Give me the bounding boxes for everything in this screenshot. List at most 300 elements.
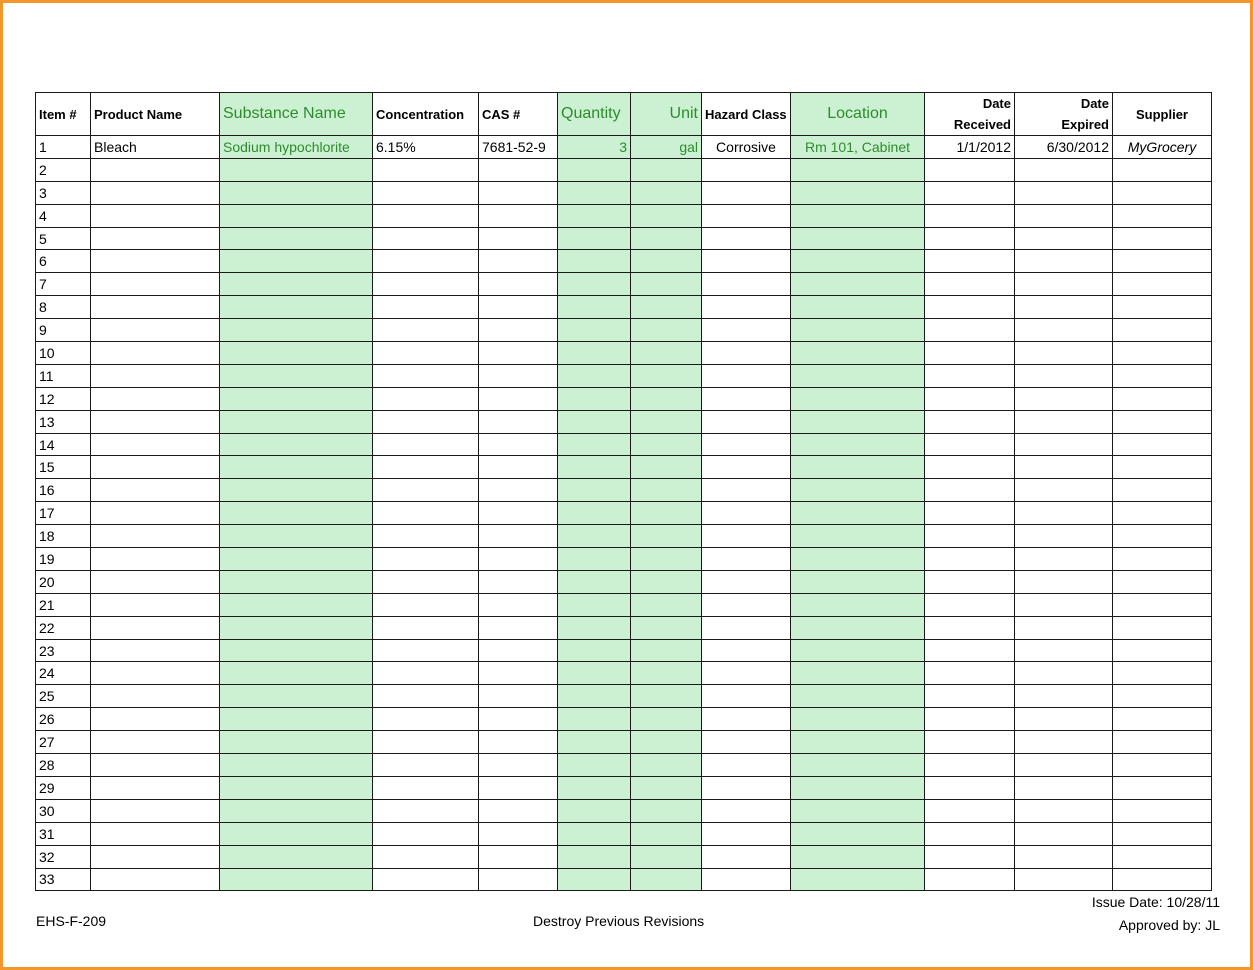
cell-substance-name[interactable] xyxy=(220,754,373,777)
cell-item[interactable]: 7 xyxy=(36,273,91,296)
cell-quantity[interactable] xyxy=(558,799,631,822)
cell-date-received[interactable] xyxy=(925,570,1015,593)
cell-date-received[interactable] xyxy=(925,387,1015,410)
cell-product-name[interactable] xyxy=(91,204,220,227)
cell-substance-name[interactable] xyxy=(220,662,373,685)
cell-item[interactable]: 11 xyxy=(36,364,91,387)
cell-product-name[interactable] xyxy=(91,525,220,548)
cell-date-expired[interactable] xyxy=(1015,593,1113,616)
cell-substance-name[interactable]: Sodium hypochlorite xyxy=(220,136,373,159)
cell-supplier[interactable] xyxy=(1113,273,1212,296)
cell-date-received[interactable] xyxy=(925,593,1015,616)
cell-date-expired[interactable] xyxy=(1015,250,1113,273)
cell-product-name[interactable] xyxy=(91,708,220,731)
cell-supplier[interactable] xyxy=(1113,799,1212,822)
cell-unit[interactable]: gal xyxy=(631,136,702,159)
cell-date-received[interactable] xyxy=(925,410,1015,433)
cell-hazard-class[interactable] xyxy=(702,662,791,685)
cell-date-received[interactable] xyxy=(925,548,1015,571)
cell-date-expired[interactable] xyxy=(1015,776,1113,799)
cell-hazard-class[interactable] xyxy=(702,616,791,639)
cell-substance-name[interactable] xyxy=(220,593,373,616)
cell-date-expired[interactable] xyxy=(1015,479,1113,502)
cell-cas[interactable] xyxy=(479,731,558,754)
cell-substance-name[interactable] xyxy=(220,502,373,525)
cell-product-name[interactable] xyxy=(91,502,220,525)
cell-unit[interactable] xyxy=(631,570,702,593)
cell-unit[interactable] xyxy=(631,776,702,799)
cell-item[interactable]: 2 xyxy=(36,158,91,181)
cell-date-expired[interactable] xyxy=(1015,387,1113,410)
cell-hazard-class[interactable] xyxy=(702,799,791,822)
cell-quantity[interactable] xyxy=(558,570,631,593)
cell-quantity[interactable] xyxy=(558,685,631,708)
cell-quantity[interactable] xyxy=(558,822,631,845)
cell-date-received[interactable] xyxy=(925,433,1015,456)
cell-concentration[interactable] xyxy=(373,708,479,731)
cell-substance-name[interactable] xyxy=(220,181,373,204)
cell-hazard-class[interactable] xyxy=(702,250,791,273)
cell-substance-name[interactable] xyxy=(220,868,373,891)
cell-concentration[interactable]: 6.15% xyxy=(373,136,479,159)
cell-location[interactable] xyxy=(791,525,925,548)
cell-substance-name[interactable] xyxy=(220,250,373,273)
cell-concentration[interactable] xyxy=(373,845,479,868)
cell-quantity[interactable] xyxy=(558,548,631,571)
cell-supplier[interactable] xyxy=(1113,479,1212,502)
cell-cas[interactable] xyxy=(479,204,558,227)
cell-quantity[interactable] xyxy=(558,616,631,639)
cell-concentration[interactable] xyxy=(373,548,479,571)
cell-date-received[interactable] xyxy=(925,731,1015,754)
cell-item[interactable]: 19 xyxy=(36,548,91,571)
cell-unit[interactable] xyxy=(631,616,702,639)
cell-cas[interactable]: 7681-52-9 xyxy=(479,136,558,159)
cell-cas[interactable] xyxy=(479,616,558,639)
cell-product-name[interactable] xyxy=(91,799,220,822)
cell-concentration[interactable] xyxy=(373,227,479,250)
cell-supplier[interactable] xyxy=(1113,387,1212,410)
cell-item[interactable]: 31 xyxy=(36,822,91,845)
cell-hazard-class[interactable] xyxy=(702,433,791,456)
cell-supplier[interactable] xyxy=(1113,502,1212,525)
cell-hazard-class[interactable] xyxy=(702,868,791,891)
cell-product-name[interactable] xyxy=(91,158,220,181)
cell-location[interactable] xyxy=(791,570,925,593)
cell-substance-name[interactable] xyxy=(220,685,373,708)
cell-cas[interactable] xyxy=(479,799,558,822)
cell-date-expired[interactable] xyxy=(1015,227,1113,250)
cell-supplier[interactable] xyxy=(1113,570,1212,593)
cell-unit[interactable] xyxy=(631,845,702,868)
cell-hazard-class[interactable] xyxy=(702,754,791,777)
cell-quantity[interactable] xyxy=(558,525,631,548)
cell-cas[interactable] xyxy=(479,456,558,479)
cell-concentration[interactable] xyxy=(373,593,479,616)
cell-hazard-class[interactable] xyxy=(702,525,791,548)
cell-supplier[interactable] xyxy=(1113,662,1212,685)
cell-location[interactable] xyxy=(791,296,925,319)
cell-quantity[interactable] xyxy=(558,754,631,777)
cell-substance-name[interactable] xyxy=(220,799,373,822)
cell-hazard-class[interactable] xyxy=(702,479,791,502)
cell-concentration[interactable] xyxy=(373,387,479,410)
cell-location[interactable] xyxy=(791,754,925,777)
cell-concentration[interactable] xyxy=(373,799,479,822)
cell-item[interactable]: 12 xyxy=(36,387,91,410)
cell-supplier[interactable] xyxy=(1113,181,1212,204)
cell-supplier[interactable] xyxy=(1113,845,1212,868)
cell-quantity[interactable] xyxy=(558,227,631,250)
cell-substance-name[interactable] xyxy=(220,731,373,754)
cell-quantity[interactable] xyxy=(558,845,631,868)
cell-date-expired[interactable] xyxy=(1015,754,1113,777)
cell-quantity[interactable] xyxy=(558,639,631,662)
cell-date-expired[interactable] xyxy=(1015,181,1113,204)
cell-hazard-class[interactable] xyxy=(702,319,791,342)
cell-substance-name[interactable] xyxy=(220,548,373,571)
cell-date-received[interactable] xyxy=(925,319,1015,342)
cell-item[interactable]: 32 xyxy=(36,845,91,868)
cell-unit[interactable] xyxy=(631,731,702,754)
cell-date-expired[interactable] xyxy=(1015,296,1113,319)
cell-item[interactable]: 4 xyxy=(36,204,91,227)
cell-location[interactable] xyxy=(791,593,925,616)
cell-product-name[interactable] xyxy=(91,181,220,204)
cell-quantity[interactable] xyxy=(558,410,631,433)
cell-quantity[interactable]: 3 xyxy=(558,136,631,159)
cell-product-name[interactable] xyxy=(91,548,220,571)
cell-product-name[interactable] xyxy=(91,364,220,387)
cell-unit[interactable] xyxy=(631,708,702,731)
cell-hazard-class[interactable] xyxy=(702,387,791,410)
cell-unit[interactable] xyxy=(631,204,702,227)
cell-date-received[interactable] xyxy=(925,639,1015,662)
cell-location[interactable] xyxy=(791,502,925,525)
cell-location[interactable] xyxy=(791,868,925,891)
cell-date-expired[interactable] xyxy=(1015,708,1113,731)
cell-unit[interactable] xyxy=(631,822,702,845)
cell-concentration[interactable] xyxy=(373,204,479,227)
cell-concentration[interactable] xyxy=(373,525,479,548)
cell-hazard-class[interactable] xyxy=(702,364,791,387)
cell-concentration[interactable] xyxy=(373,822,479,845)
cell-product-name[interactable]: Bleach xyxy=(91,136,220,159)
cell-date-expired[interactable] xyxy=(1015,868,1113,891)
cell-location[interactable] xyxy=(791,181,925,204)
cell-cas[interactable] xyxy=(479,548,558,571)
cell-concentration[interactable] xyxy=(373,342,479,365)
cell-location[interactable] xyxy=(791,731,925,754)
cell-location[interactable] xyxy=(791,273,925,296)
cell-quantity[interactable] xyxy=(558,387,631,410)
cell-item[interactable]: 3 xyxy=(36,181,91,204)
cell-quantity[interactable] xyxy=(558,868,631,891)
cell-cas[interactable] xyxy=(479,410,558,433)
cell-item[interactable]: 33 xyxy=(36,868,91,891)
cell-quantity[interactable] xyxy=(558,662,631,685)
cell-supplier[interactable] xyxy=(1113,754,1212,777)
cell-unit[interactable] xyxy=(631,342,702,365)
cell-concentration[interactable] xyxy=(373,570,479,593)
cell-cas[interactable] xyxy=(479,181,558,204)
cell-cas[interactable] xyxy=(479,342,558,365)
cell-quantity[interactable] xyxy=(558,456,631,479)
cell-item[interactable]: 21 xyxy=(36,593,91,616)
cell-date-expired[interactable] xyxy=(1015,685,1113,708)
cell-quantity[interactable] xyxy=(558,181,631,204)
cell-hazard-class[interactable] xyxy=(702,181,791,204)
cell-supplier[interactable]: MyGrocery xyxy=(1113,136,1212,159)
cell-cas[interactable] xyxy=(479,364,558,387)
cell-quantity[interactable] xyxy=(558,158,631,181)
cell-item[interactable]: 17 xyxy=(36,502,91,525)
cell-cas[interactable] xyxy=(479,845,558,868)
cell-location[interactable] xyxy=(791,319,925,342)
cell-substance-name[interactable] xyxy=(220,204,373,227)
cell-supplier[interactable] xyxy=(1113,204,1212,227)
cell-concentration[interactable] xyxy=(373,456,479,479)
cell-unit[interactable] xyxy=(631,548,702,571)
cell-cas[interactable] xyxy=(479,273,558,296)
cell-unit[interactable] xyxy=(631,479,702,502)
cell-supplier[interactable] xyxy=(1113,639,1212,662)
cell-location[interactable] xyxy=(791,639,925,662)
cell-product-name[interactable] xyxy=(91,685,220,708)
cell-item[interactable]: 24 xyxy=(36,662,91,685)
cell-concentration[interactable] xyxy=(373,662,479,685)
cell-concentration[interactable] xyxy=(373,502,479,525)
cell-date-received[interactable] xyxy=(925,364,1015,387)
cell-substance-name[interactable] xyxy=(220,456,373,479)
cell-location[interactable] xyxy=(791,227,925,250)
cell-date-expired[interactable] xyxy=(1015,273,1113,296)
cell-substance-name[interactable] xyxy=(220,319,373,342)
cell-concentration[interactable] xyxy=(373,410,479,433)
cell-supplier[interactable] xyxy=(1113,433,1212,456)
cell-location[interactable] xyxy=(791,250,925,273)
cell-unit[interactable] xyxy=(631,456,702,479)
cell-unit[interactable] xyxy=(631,319,702,342)
cell-date-received[interactable] xyxy=(925,776,1015,799)
cell-cas[interactable] xyxy=(479,227,558,250)
cell-product-name[interactable] xyxy=(91,433,220,456)
cell-cas[interactable] xyxy=(479,708,558,731)
cell-date-received[interactable] xyxy=(925,158,1015,181)
cell-product-name[interactable] xyxy=(91,479,220,502)
cell-quantity[interactable] xyxy=(558,296,631,319)
cell-date-received[interactable]: 1/1/2012 xyxy=(925,136,1015,159)
cell-item[interactable]: 16 xyxy=(36,479,91,502)
cell-date-received[interactable] xyxy=(925,754,1015,777)
cell-product-name[interactable] xyxy=(91,250,220,273)
cell-date-received[interactable] xyxy=(925,822,1015,845)
cell-concentration[interactable] xyxy=(373,685,479,708)
cell-item[interactable]: 1 xyxy=(36,136,91,159)
cell-item[interactable]: 29 xyxy=(36,776,91,799)
cell-date-expired[interactable] xyxy=(1015,433,1113,456)
cell-product-name[interactable] xyxy=(91,456,220,479)
cell-date-received[interactable] xyxy=(925,456,1015,479)
cell-cas[interactable] xyxy=(479,662,558,685)
cell-date-expired[interactable]: 6/30/2012 xyxy=(1015,136,1113,159)
cell-substance-name[interactable] xyxy=(220,296,373,319)
cell-concentration[interactable] xyxy=(373,731,479,754)
cell-hazard-class[interactable] xyxy=(702,227,791,250)
cell-quantity[interactable] xyxy=(558,342,631,365)
cell-cas[interactable] xyxy=(479,639,558,662)
cell-date-expired[interactable] xyxy=(1015,319,1113,342)
cell-unit[interactable] xyxy=(631,868,702,891)
cell-location[interactable] xyxy=(791,342,925,365)
cell-substance-name[interactable] xyxy=(220,387,373,410)
cell-location[interactable] xyxy=(791,387,925,410)
cell-substance-name[interactable] xyxy=(220,822,373,845)
cell-location[interactable] xyxy=(791,799,925,822)
cell-substance-name[interactable] xyxy=(220,410,373,433)
cell-hazard-class[interactable] xyxy=(702,593,791,616)
cell-supplier[interactable] xyxy=(1113,342,1212,365)
cell-hazard-class[interactable] xyxy=(702,776,791,799)
cell-location[interactable] xyxy=(791,685,925,708)
cell-concentration[interactable] xyxy=(373,433,479,456)
cell-hazard-class[interactable] xyxy=(702,570,791,593)
cell-hazard-class[interactable] xyxy=(702,342,791,365)
cell-quantity[interactable] xyxy=(558,708,631,731)
cell-supplier[interactable] xyxy=(1113,319,1212,342)
cell-product-name[interactable] xyxy=(91,616,220,639)
cell-unit[interactable] xyxy=(631,158,702,181)
cell-substance-name[interactable] xyxy=(220,342,373,365)
cell-supplier[interactable] xyxy=(1113,158,1212,181)
cell-location[interactable] xyxy=(791,616,925,639)
cell-item[interactable]: 8 xyxy=(36,296,91,319)
cell-cas[interactable] xyxy=(479,250,558,273)
cell-item[interactable]: 10 xyxy=(36,342,91,365)
cell-supplier[interactable] xyxy=(1113,776,1212,799)
cell-cas[interactable] xyxy=(479,754,558,777)
cell-item[interactable]: 18 xyxy=(36,525,91,548)
cell-date-expired[interactable] xyxy=(1015,822,1113,845)
cell-supplier[interactable] xyxy=(1113,410,1212,433)
cell-location[interactable]: Rm 101, Cabinet xyxy=(791,136,925,159)
cell-substance-name[interactable] xyxy=(220,845,373,868)
cell-substance-name[interactable] xyxy=(220,570,373,593)
cell-supplier[interactable] xyxy=(1113,525,1212,548)
cell-unit[interactable] xyxy=(631,227,702,250)
cell-concentration[interactable] xyxy=(373,273,479,296)
cell-concentration[interactable] xyxy=(373,616,479,639)
cell-unit[interactable] xyxy=(631,273,702,296)
cell-quantity[interactable] xyxy=(558,479,631,502)
cell-substance-name[interactable] xyxy=(220,273,373,296)
cell-cas[interactable] xyxy=(479,822,558,845)
cell-date-received[interactable] xyxy=(925,845,1015,868)
cell-product-name[interactable] xyxy=(91,273,220,296)
cell-item[interactable]: 28 xyxy=(36,754,91,777)
cell-cas[interactable] xyxy=(479,387,558,410)
cell-hazard-class[interactable] xyxy=(702,731,791,754)
cell-hazard-class[interactable] xyxy=(702,296,791,319)
cell-hazard-class[interactable] xyxy=(702,822,791,845)
cell-item[interactable]: 6 xyxy=(36,250,91,273)
cell-item[interactable]: 23 xyxy=(36,639,91,662)
cell-concentration[interactable] xyxy=(373,776,479,799)
cell-product-name[interactable] xyxy=(91,822,220,845)
cell-unit[interactable] xyxy=(631,181,702,204)
cell-unit[interactable] xyxy=(631,754,702,777)
cell-date-received[interactable] xyxy=(925,525,1015,548)
cell-date-expired[interactable] xyxy=(1015,570,1113,593)
cell-product-name[interactable] xyxy=(91,570,220,593)
cell-unit[interactable] xyxy=(631,410,702,433)
cell-unit[interactable] xyxy=(631,502,702,525)
cell-item[interactable]: 13 xyxy=(36,410,91,433)
cell-date-expired[interactable] xyxy=(1015,364,1113,387)
cell-location[interactable] xyxy=(791,548,925,571)
cell-substance-name[interactable] xyxy=(220,639,373,662)
cell-quantity[interactable] xyxy=(558,776,631,799)
cell-supplier[interactable] xyxy=(1113,548,1212,571)
cell-date-expired[interactable] xyxy=(1015,548,1113,571)
cell-unit[interactable] xyxy=(631,433,702,456)
cell-supplier[interactable] xyxy=(1113,731,1212,754)
cell-quantity[interactable] xyxy=(558,433,631,456)
cell-item[interactable]: 22 xyxy=(36,616,91,639)
cell-item[interactable]: 27 xyxy=(36,731,91,754)
cell-quantity[interactable] xyxy=(558,273,631,296)
cell-quantity[interactable] xyxy=(558,204,631,227)
cell-product-name[interactable] xyxy=(91,731,220,754)
cell-date-received[interactable] xyxy=(925,250,1015,273)
cell-date-received[interactable] xyxy=(925,181,1015,204)
cell-substance-name[interactable] xyxy=(220,776,373,799)
cell-item[interactable]: 14 xyxy=(36,433,91,456)
cell-supplier[interactable] xyxy=(1113,868,1212,891)
cell-cas[interactable] xyxy=(479,525,558,548)
cell-concentration[interactable] xyxy=(373,181,479,204)
cell-hazard-class[interactable] xyxy=(702,548,791,571)
cell-supplier[interactable] xyxy=(1113,685,1212,708)
cell-unit[interactable] xyxy=(631,593,702,616)
cell-date-expired[interactable] xyxy=(1015,456,1113,479)
cell-hazard-class[interactable] xyxy=(702,685,791,708)
cell-unit[interactable] xyxy=(631,685,702,708)
cell-product-name[interactable] xyxy=(91,754,220,777)
cell-cas[interactable] xyxy=(479,776,558,799)
cell-cas[interactable] xyxy=(479,593,558,616)
cell-supplier[interactable] xyxy=(1113,296,1212,319)
cell-item[interactable]: 26 xyxy=(36,708,91,731)
cell-hazard-class[interactable] xyxy=(702,502,791,525)
cell-substance-name[interactable] xyxy=(220,708,373,731)
cell-unit[interactable] xyxy=(631,364,702,387)
cell-item[interactable]: 20 xyxy=(36,570,91,593)
cell-location[interactable] xyxy=(791,410,925,433)
cell-cas[interactable] xyxy=(479,296,558,319)
cell-date-expired[interactable] xyxy=(1015,342,1113,365)
cell-date-received[interactable] xyxy=(925,708,1015,731)
cell-supplier[interactable] xyxy=(1113,708,1212,731)
cell-hazard-class[interactable] xyxy=(702,158,791,181)
cell-product-name[interactable] xyxy=(91,776,220,799)
cell-substance-name[interactable] xyxy=(220,158,373,181)
cell-product-name[interactable] xyxy=(91,410,220,433)
cell-cas[interactable] xyxy=(479,433,558,456)
cell-product-name[interactable] xyxy=(91,593,220,616)
cell-concentration[interactable] xyxy=(373,364,479,387)
cell-quantity[interactable] xyxy=(558,364,631,387)
